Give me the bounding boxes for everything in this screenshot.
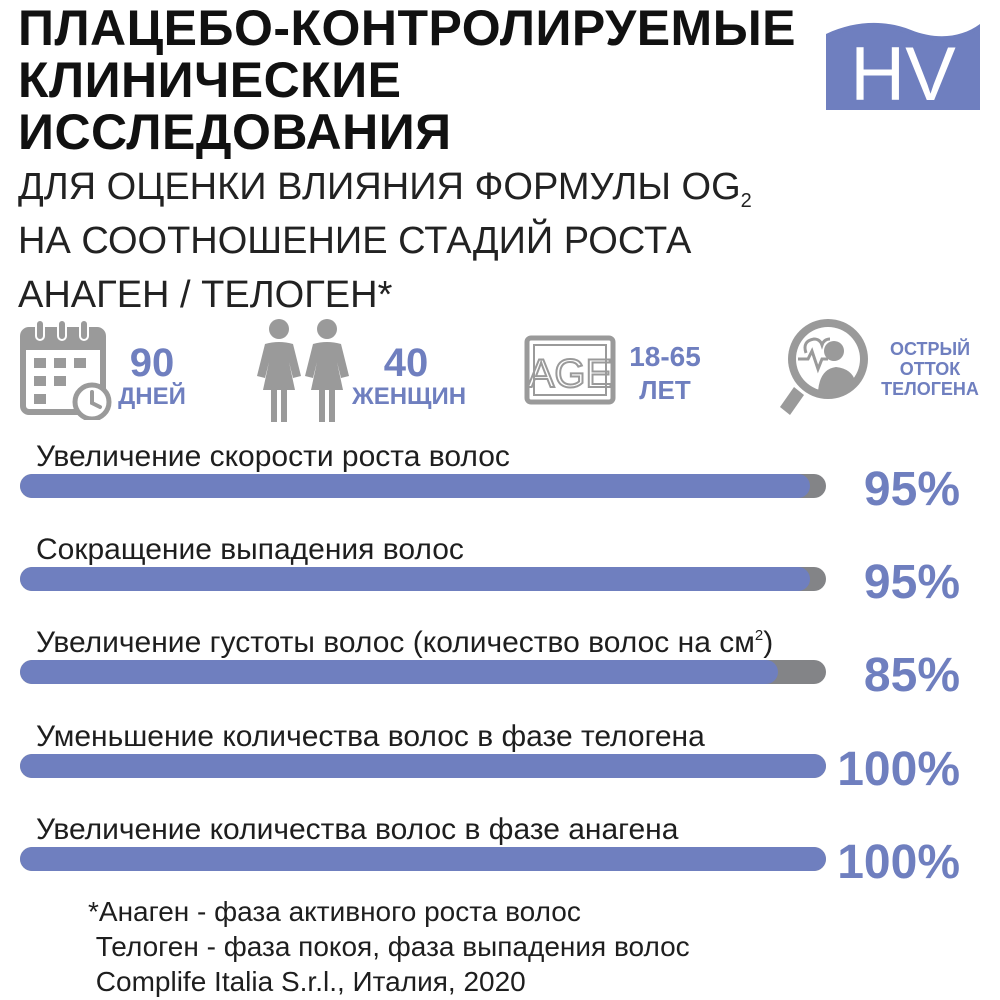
metric-value: 95% — [863, 556, 960, 609]
subtitle — [18, 160, 818, 322]
stat-telogen-line: ОТТОК — [899, 359, 961, 379]
subtitle-subscript: 2 — [740, 190, 752, 212]
metric-row — [0, 626, 1000, 706]
page-title — [18, 2, 828, 158]
subtitle-line: НА СООТНОШЕНИЕ СТАДИЙ РОСТА — [18, 220, 692, 262]
metric-value: 85% — [863, 649, 960, 702]
progress-bar-fill — [20, 474, 810, 498]
stat-women — [352, 341, 467, 410]
metric-label: Сокращение выпадения волос — [36, 533, 464, 566]
footnote-line: Телоген - фаза покоя, фаза выпадения волос — [88, 931, 690, 962]
progress-bar-fill — [20, 847, 826, 871]
footnote-line: *Анаген - фаза активного роста волос — [88, 896, 581, 927]
stats-row — [0, 315, 1000, 425]
title-line: ИССЛЕДОВАНИЯ — [18, 104, 452, 160]
progress-bar-fill — [20, 567, 810, 591]
metric-row — [0, 533, 1000, 613]
progress-bar-fill — [20, 660, 778, 684]
metric-value: 100% — [837, 743, 960, 796]
logo-text: HV — [850, 32, 956, 110]
calendar-clock-icon — [20, 318, 114, 425]
stat-women-value: 40 — [383, 341, 429, 385]
subtitle-line — [18, 160, 818, 214]
metric-label — [36, 626, 773, 660]
magnifier-head-icon — [776, 315, 872, 426]
stat-days-unit: ДНЕЙ — [118, 383, 186, 410]
metric-label-tail: ) — [763, 626, 774, 659]
progress-bar-track — [20, 847, 826, 871]
stat-telogen-line: ТЕЛОГЕНА — [881, 379, 979, 399]
stat-telogen — [870, 339, 990, 399]
progress-bar-track — [20, 567, 826, 591]
title-line: КЛИНИЧЕСКИЕ — [18, 52, 402, 108]
age-badge-text: AGE — [527, 352, 613, 396]
metric-label-text: Увеличение густоты волос (количество волос на см — [36, 626, 755, 659]
metric-row — [0, 440, 1000, 520]
metric-row — [0, 720, 1000, 800]
title-line: ПЛАЦЕБО-КОНТРОЛИРУЕМЫЕ — [18, 0, 796, 56]
age-badge-icon — [524, 335, 616, 410]
metric-value: 100% — [837, 836, 960, 889]
metric-value: 95% — [863, 463, 960, 516]
two-women-icon — [255, 318, 351, 431]
subtitle-line: АНАГЕН / ТЕЛОГЕН* — [18, 274, 393, 316]
progress-bar-fill — [20, 754, 826, 778]
hv-logo — [826, 16, 980, 110]
footnote — [88, 894, 690, 999]
subtitle-text: ДЛЯ ОЦЕНКИ ВЛИЯНИЯ ФОРМУЛЫ OG — [18, 166, 741, 208]
progress-bar-track — [20, 660, 826, 684]
metric-label: Увеличение количества волос в фазе анагена — [36, 813, 679, 846]
metric-label: Увеличение скорости роста волос — [36, 440, 510, 473]
stat-age-unit: ЛЕТ — [639, 375, 691, 405]
metric-label-superscript: 2 — [754, 627, 764, 644]
metric-label: Уменьшение количества волос в фазе телогена — [36, 720, 705, 753]
stat-women-unit: ЖЕНЩИН — [352, 383, 467, 410]
stat-telogen-line: ОСТРЫЙ — [889, 339, 971, 359]
stat-days — [112, 343, 192, 409]
metric-row — [0, 813, 1000, 893]
footnote-line: Complife Italia S.r.l., Италия, 2020 — [88, 966, 526, 997]
stat-age-value: 18-65 — [629, 341, 701, 372]
stat-age — [620, 343, 710, 403]
stat-days-value: 90 — [129, 341, 175, 385]
progress-bar-track — [20, 754, 826, 778]
progress-bar-track — [20, 474, 826, 498]
